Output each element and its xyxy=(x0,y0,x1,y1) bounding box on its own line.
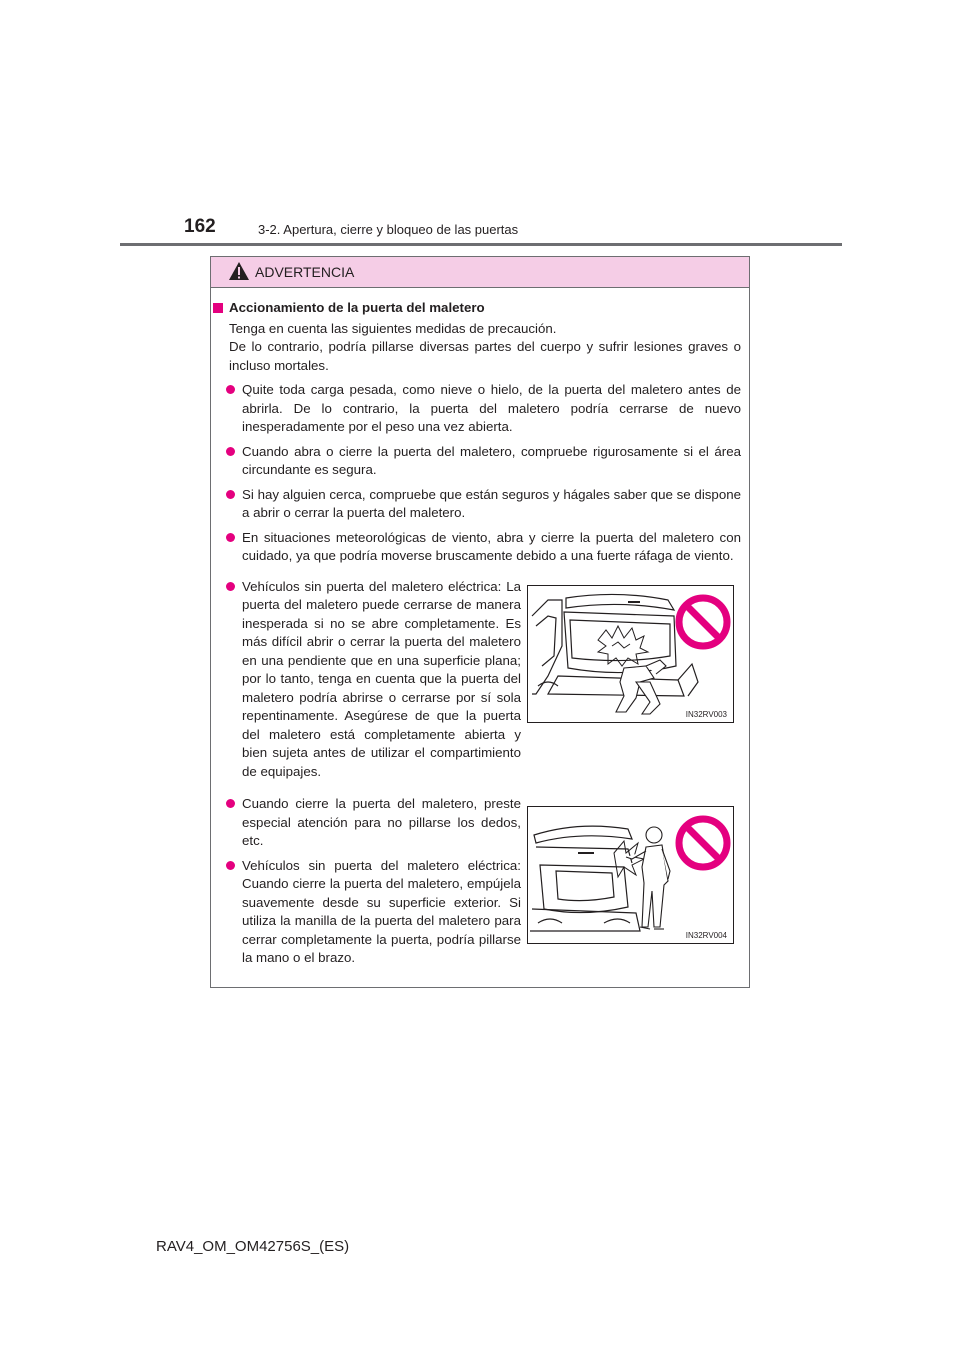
split-text-2 xyxy=(211,795,521,968)
warning-box xyxy=(210,256,750,988)
section-title: 3-2. Apertura, cierre y bloqueo de las puertas xyxy=(258,222,519,237)
bullet-dot-icon xyxy=(226,490,235,499)
warning-header xyxy=(211,257,749,288)
bullet-dot-icon xyxy=(226,533,235,542)
prohibited-icon xyxy=(675,594,731,650)
warning-triangle-icon xyxy=(228,261,250,281)
bullet-dot-icon xyxy=(226,861,235,870)
warning-bullet: En situaciones meteorológicas de viento, abra y cierre la puerta del maletero con cuidado, ya que podría moverse bruscamente debido a una fuerte ráfaga de viento. xyxy=(211,529,749,566)
bullet-dot-icon xyxy=(226,447,235,456)
warning-bullet: Si hay alguien cerca, compruebe que están seguros y hágales saber que se dispone a abrir o cerrar la puerta del maletero. xyxy=(211,486,749,523)
bullet-dot-icon xyxy=(226,799,235,808)
bullet-dot-icon xyxy=(226,385,235,394)
prohibited-icon xyxy=(675,815,731,871)
warning-title: ADVERTENCIA xyxy=(255,264,355,280)
intro-line: Tenga en cuenta las siguientes medidas de precaución. xyxy=(229,320,557,336)
warning-intro xyxy=(211,318,749,376)
square-bullet-icon xyxy=(213,303,223,313)
page-number: 162 xyxy=(184,216,216,237)
header-rule xyxy=(120,243,842,246)
figure-label: IN32RV004 xyxy=(685,931,727,940)
warning-bullet: Cuando abra o cierre la puerta del maletero, compruebe rigurosamente si el área circundante es segura. xyxy=(211,443,749,480)
warning-bullet: Vehículos sin puerta del maletero eléctrica: Cuando cierre la puerta del maletero, empújela suavemente desde su superficie exterior. Si utiliza la manilla de la puerta del maletero para cerrar completamente la puerta, podría pillarse la mano o el brazo. xyxy=(211,857,521,968)
split-text-1 xyxy=(211,574,521,782)
footer-code: RAV4_OM_OM42756S_(ES) xyxy=(156,1238,350,1255)
bullet-dot-icon xyxy=(226,582,235,591)
warning-bullet: Vehículos sin puerta del maletero eléctrica: La puerta del maletero puede cerrarse de manera inesperada si no se abre completamente. Es más difícil abrir o cerrar la puerta del maletero en una pendiente que en una superficie plana; por lo tanto, tenga en cuenta que la puerta del maletero podría abrirse o cerrarse por sí sola repentinamente. Asegúrese de que la puerta del maletero está completamente abierta y bien sujeta antes de utilizar el compartimiento de equipajes. xyxy=(211,578,521,782)
figure-label: IN32RV003 xyxy=(685,710,727,719)
warning-bullet: Quite toda carga pesada, como nieve o hielo, de la puerta del maletero antes de abrirla. De lo contrario, la puerta del maletero podría cerrarse de nuevo inesperadamente por el peso una vez abierta. xyxy=(211,381,749,437)
warning-subheading: Accionamiento de la puerta del maletero xyxy=(211,299,749,318)
intro-line: De lo contrario, podría pillarse diversas partes del cuerpo y sufrir lesiones graves o incluso mortales. xyxy=(229,339,741,373)
warning-bullet: Cuando cierre la puerta del maletero, preste especial atención para no pillarse los dedos, etc. xyxy=(211,795,521,851)
